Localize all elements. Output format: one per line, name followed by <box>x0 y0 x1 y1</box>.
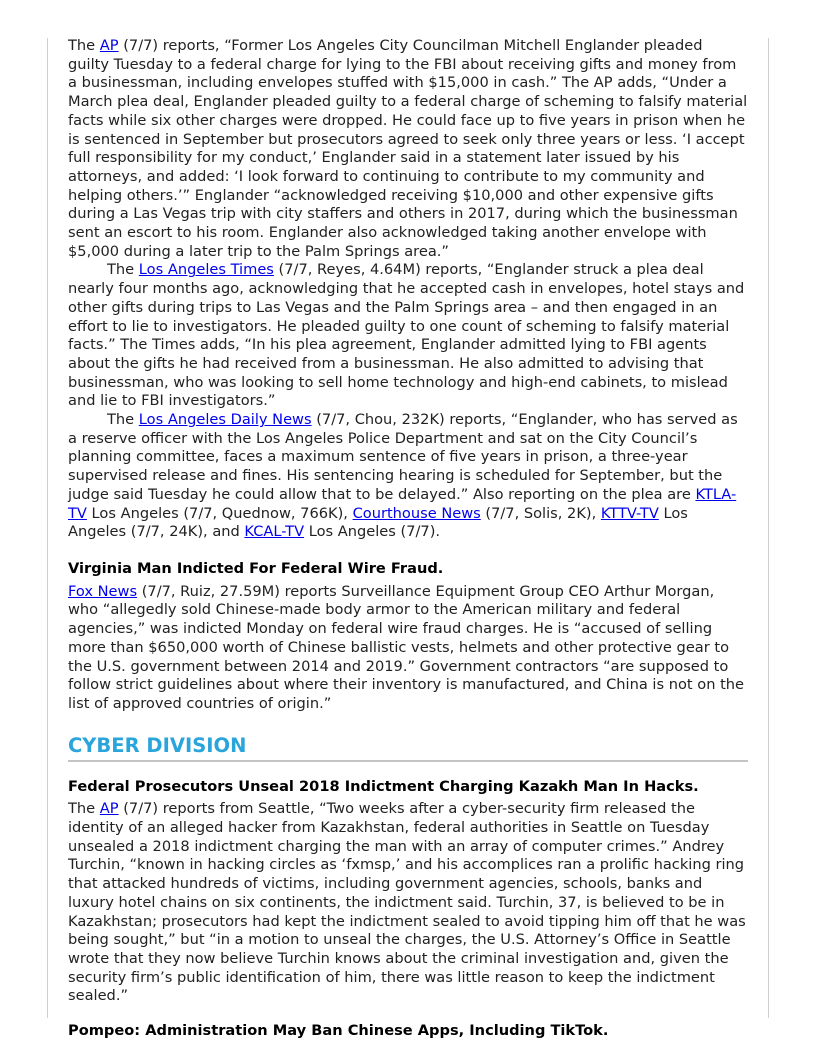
kazakh-man-paragraph <box>68 800 748 1006</box>
left-border-line <box>47 38 48 1018</box>
right-border-line <box>768 38 769 1018</box>
paragraph-text: (7/7) reports, “Former Los Angeles City Councilman Mitchell Englander pleaded guilty Tuesday to a federal charge for lying to the FBI about receiving gifts and money from a businessman, including envelopes stuffed with $15,000 in cash.” The AP adds, “Under a March plea deal, Englander pleaded guilty to a federal charge of scheming to falsify material facts while six other charges were dropped. He could face up to five years in prison when he is sentenced in September but prosecutors agreed to seek only three years or less. ‘I accept full responsibility for my conduct,’ Englander said in a statement later issued by his attorneys, and added: ‘I look forward to continuing to contribute to my community and helping others.’” Englander “acknowledged receiving $10,000 and other expensive gifts during a Las Vegas trip with city staffers and others in 2017, during which the businessman sent an escort to his room. Englander also acknowledged taking another envelope with $5,000 during a later trip to the Palm Springs area.” <box>68 37 748 260</box>
paragraph-prefix: The <box>107 261 139 279</box>
paragraph-text: Los Angeles (7/7). <box>304 523 441 541</box>
englander-paragraph-3 <box>68 411 748 542</box>
pompeo-headline: Pompeo: Administration May Ban Chinese Apps, Including TikTok. <box>68 1022 609 1040</box>
paragraph-text: (7/7, Chou, 232K) reports, “Englander, who has served as a reserve officer with the Los Angeles Police Department and sat on the City Council’s planning committee, faces a maximum sentence of five years in prison, a three-year supervised release and fines. His sentencing hearing is scheduled for September, but the judge said Tuesday he could allow that to be delayed.” Also reporting on the plea are <box>68 411 738 503</box>
englander-paragraph-2 <box>68 261 748 411</box>
los-angeles-daily-news-link[interactable]: Los Angeles Daily News <box>138 411 312 429</box>
paragraph-text: (7/7, Reyes, 4.64M) reports, “Englander struck a plea deal nearly four months ago, acknowledging that he accepted cash in envelopes, hotel stays and other gifts during trips to Las Vegas and the Palm Springs area – and then engaged in an effort to lie to investigators. He pleaded guilty to one count of scheming to falsify material facts.” The Times adds, “In his plea agreement, Englander admitted lying to FBI agents about the gifts he had received from a businessman. He also admitted to advising that businessman, who was looking to sell home technology and high-end cabinets, to mislead and lie to FBI investigators.” <box>68 261 745 410</box>
courthouse-news-link[interactable]: Courthouse News <box>352 504 481 522</box>
paragraph-text: Los Angeles (7/7, 24K), and <box>68 504 688 541</box>
ap-link[interactable]: AP <box>99 800 119 818</box>
paragraph-prefix: The <box>107 411 139 429</box>
paragraph-text: (7/7, Solis, 2K), <box>480 504 601 522</box>
ktla-tv-link[interactable]: KTLA-TV <box>68 485 737 522</box>
paragraph-text: Los Angeles (7/7, Quednow, 766K), <box>86 504 353 522</box>
virginia-man-paragraph <box>68 583 748 714</box>
ap-link[interactable]: AP <box>99 37 119 54</box>
kttv-tv-link[interactable]: KTTV-TV <box>600 504 659 522</box>
fox-news-link[interactable]: Fox News <box>68 582 138 600</box>
newsletter-page <box>68 37 748 1041</box>
cyber-division-heading: CYBER DIVISION <box>68 734 748 762</box>
paragraph-text: (7/7) reports from Seattle, “Two weeks after a cyber-security firm released the identity of an alleged hacker from Kazakhstan, federal authorities in Seattle on Tuesday unsealed a 2018 indictment charging the man with an array of computer crimes.” Andrey Turchin, “known in hacking circles as ‘fxmsp,’ and his accomplices ran a prolific hacking ring that attacked hundreds of victims, including government agencies, schools, banks and luxury hotel chains on six continents, the indictment said. Turchin, 37, is believed to be in Kazakhstan; prosecutors had kept the indictment sealed to avoid tipping him off that he was being sought,” but “in a motion to unseal the charges, the U.S. Attorney’s Office in Seattle wrote that they now believe Turchin knows about the criminal investigation and, given the security firm’s public identification of him, there was little reason to keep the indictment sealed.” <box>68 800 746 1005</box>
virginia-man-headline: Virginia Man Indicted For Federal Wire Fraud. <box>68 559 444 577</box>
paragraph-prefix: The <box>68 800 100 818</box>
kcal-tv-link[interactable]: KCAL-TV <box>244 523 305 541</box>
paragraph-text: (7/7, Ruiz, 27.59M) reports Surveillance Equipment Group CEO Arthur Morgan, who “allegedly sold Chinese-made body armor to the American military and federal agencies,” was indicted Monday on federal wire fraud charges. He is “accused of selling more than $650,000 worth of Chinese ballistic vests, helmets and other protective gear to the U.S. government between 2014 and 2019.” Government contractors “are supposed to follow strict guidelines about where their inventory is manufactured, and China is not on the list of approved countries of origin.” <box>68 582 745 712</box>
englander-paragraph-1: The AP (7/7) reports, “Former Los Angeles City Councilman Mitchell Englander pleaded guilty Tuesday to a federal charge for lying to the FBI about receiving gifts and money from a businessman, including envelopes stuffed with $15,000 in cash.” The AP adds, “Under a March plea deal, Englander pleaded guilty to a federal charge of scheming to falsify material facts while six other charges were dropped. He could face up to five years in prison when he is sentenced in September but prosecutors agreed to seek only three years or less. ‘I accept full responsibility for my conduct,’ Englander said in a statement later issued by his attorneys, and added: ‘I look forward to continuing to contribute to my community and helping others.’” Englander “acknowledged receiving $10,000 and other expensive gifts during a Las Vegas trip with city staffers and others in 2017, during which the businessman sent an escort to his room. Englander also acknowledged taking another envelope with $5,000 during a later trip to the Palm Springs area.” <box>68 37 748 260</box>
los-angeles-times-link[interactable]: Los Angeles Times <box>138 261 274 279</box>
kazakh-man-headline: Federal Prosecutors Unseal 2018 Indictment Charging Kazakh Man In Hacks. <box>68 777 699 795</box>
